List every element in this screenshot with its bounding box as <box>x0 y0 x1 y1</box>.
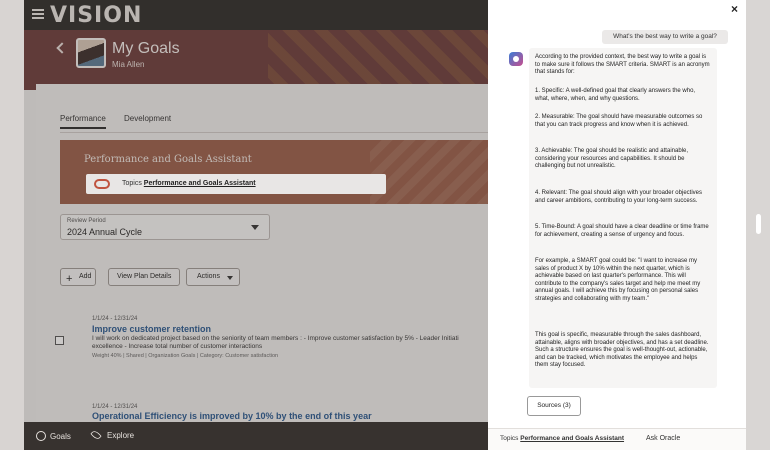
nav-goals[interactable] <box>36 431 71 441</box>
ask-oracle-link[interactable]: Ask Oracle <box>646 435 681 442</box>
avatar <box>76 38 106 68</box>
goal-date: 1/1/24 - 12/31/24 <box>92 404 138 410</box>
back-chevron-icon[interactable] <box>56 42 67 53</box>
footer-topics-link[interactable]: Performance and Goals Assistant <box>520 435 625 442</box>
tab-performance[interactable]: Performance <box>60 114 106 129</box>
footer-topics-prefix: Topics <box>500 435 519 442</box>
nav-goals-label: Goals <box>50 432 71 441</box>
goals-icon <box>36 431 46 441</box>
response-paragraph: 1. Specific: A well-defined goal that clearly answers the who, what, where, when, and why questions. <box>535 88 696 102</box>
close-icon[interactable]: × <box>731 2 739 16</box>
add-label: Add <box>79 273 92 280</box>
hamburger-menu-icon[interactable] <box>32 9 44 19</box>
view-plan-details-button[interactable] <box>108 268 180 286</box>
goals-card <box>36 84 488 424</box>
topics-prefix: Topics <box>122 180 142 187</box>
toggle-icon[interactable] <box>94 179 110 189</box>
goals-app <box>24 0 488 450</box>
eye-icon <box>90 429 101 440</box>
goal-description-cont: excellence - Increase total number of customer interactions <box>92 343 263 350</box>
goal-meta: Weight 40% | Shared | Organization Goals | Category: Customer satisfaction <box>92 353 279 359</box>
chevron-down-icon <box>251 225 259 230</box>
actions-button[interactable] <box>186 268 240 286</box>
review-period-label: Review Period <box>67 218 106 224</box>
review-period-select[interactable] <box>60 214 270 240</box>
tab-divider <box>60 132 488 133</box>
sources-button[interactable]: Sources (3) <box>527 396 581 416</box>
review-period-value: 2024 Annual Cycle <box>67 227 143 237</box>
brand-logo: VISION <box>50 3 143 28</box>
assistant-response <box>529 48 717 388</box>
top-bar <box>24 0 488 30</box>
goal-date: 1/1/24 - 12/31/24 <box>92 316 138 322</box>
response-paragraph: This goal is specific, measurable through the sales dashboard, attainable, aligns with broader objectives, and has a set deadline. Such a structure ensures the goal is well-thought-out, actionable, and can be tracked, which motivates the employee and helps them stay focused. <box>535 332 709 368</box>
topics-label <box>122 180 256 187</box>
goal-checkbox[interactable] <box>55 336 64 345</box>
goal-description: I will work on dedicated project based on the seniority of team members : - Improve customer satisfaction by 5% - Leader Initiati <box>92 335 459 342</box>
goal-title[interactable]: Operational Efficiency is improved by 10% by the end of this year <box>92 411 372 421</box>
scrollbar-thumb[interactable] <box>756 214 761 234</box>
assistant-avatar-icon <box>509 52 523 66</box>
page-header <box>24 30 488 90</box>
assistant-panel <box>488 0 746 450</box>
nav-explore[interactable] <box>90 431 134 440</box>
actions-label: Actions <box>197 273 220 280</box>
response-paragraph: 4. Relevant: The goal should align with your broader objectives and career ambitions, contributing to your long-term success. <box>535 190 702 204</box>
user-message: What's the best way to write a goal? <box>602 30 728 44</box>
plus-icon: + <box>66 273 73 285</box>
goal-title[interactable]: Improve customer retention <box>92 324 212 334</box>
response-paragraph: 3. Achievable: The goal should be realistic and attainable, considering your resources and capabilities. It should be challenging but not unrealistic. <box>535 148 688 169</box>
tab-development[interactable]: Development <box>124 114 172 123</box>
response-paragraph: 5. Time-Bound: A goal should have a clear deadline or time frame for achievement, creating a sense of urgency and focus. <box>535 224 709 238</box>
bottom-nav <box>24 422 488 450</box>
panel-footer <box>488 428 746 450</box>
response-paragraph: According to the provided context, the best way to write a goal is to make sure it follows the SMART criteria. SMART is an acronym that stands for: <box>535 54 710 75</box>
user-name: Mia Allen <box>112 60 145 69</box>
chevron-down-icon <box>227 276 233 280</box>
topics-link[interactable]: Performance and Goals Assistant <box>143 180 256 187</box>
assistant-title: Performance and Goals Assistant <box>84 154 252 165</box>
scrollbar-track <box>746 0 770 450</box>
assistant-banner <box>60 140 488 204</box>
add-button[interactable] <box>60 268 96 286</box>
nav-explore-label: Explore <box>107 431 135 440</box>
topics-bar[interactable] <box>86 174 386 194</box>
page-title: My Goals <box>112 40 180 57</box>
footer-topics <box>500 435 624 442</box>
response-paragraph: For example, a SMART goal could be: "I want to increase my sales of product X by 10% within the next quarter, which is achievable based on last quarter's performance. This will contribute to the company's sales target and help me meet my annual goals. I will achieve this by focusing on personal sales strategies and collaborating with my team." <box>535 258 701 302</box>
response-paragraph: 2. Measurable: The goal should have measurable outcomes so that you can track progress and know when it is achieved. <box>535 114 703 128</box>
view-plan-label: View Plan Details <box>117 273 172 280</box>
